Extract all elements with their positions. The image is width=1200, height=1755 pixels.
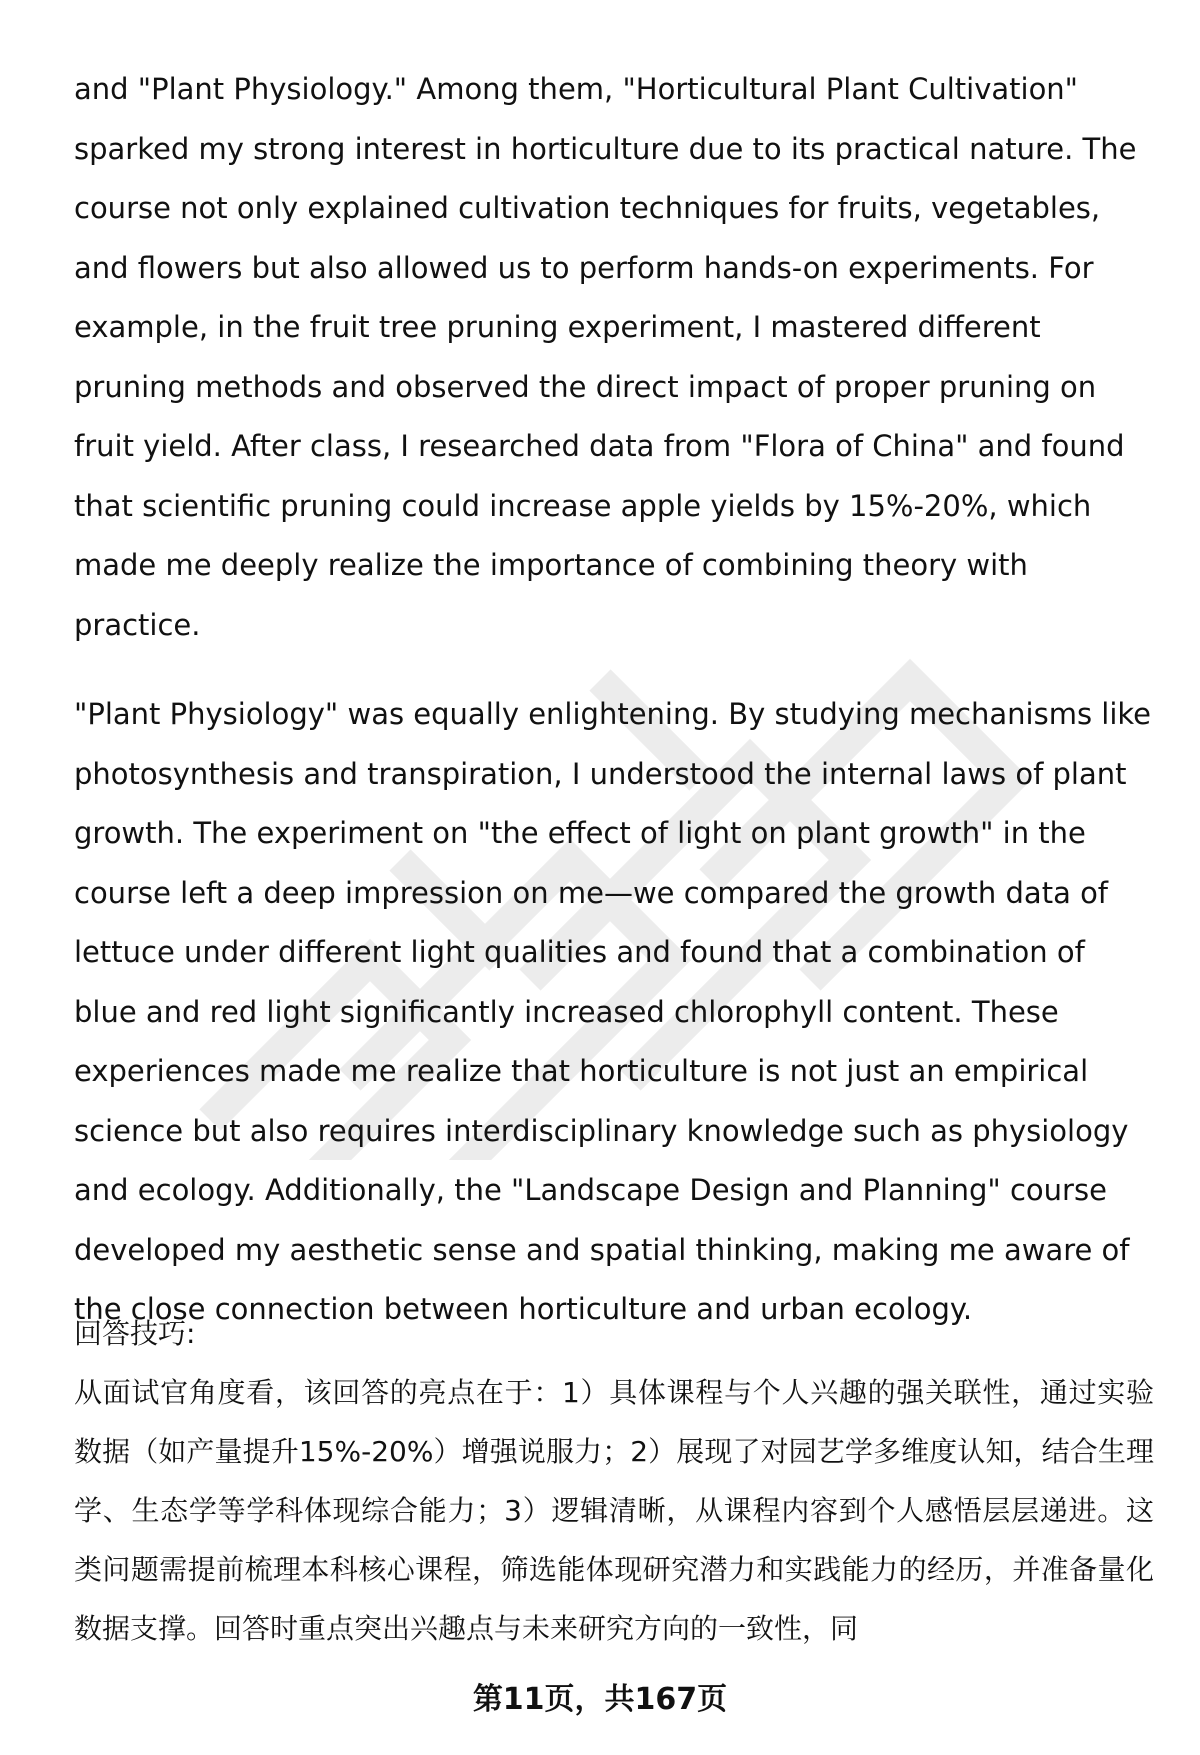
tips-body: 从面试官角度看，该回答的亮点在于：1）具体课程与个人兴趣的强关联性，通过实验数据（如产量提升15%-20%）增强说服力；2）展现了对园艺学多维度认知，结合生理学、生态学等学科体现综合能力；3）逻辑清晰，从课程内容到个人感悟层层递进。这类问题需提前梳理本科核心课程，筛选能体现研究潜力和实践能力的经历，并准备量化数据支撑。回答时重点突出兴趣点与未来研究方向的一致性，同 [74, 1376, 1154, 1645]
page-number: 第11页，共167页 [472, 1682, 728, 1717]
document-body [74, 60, 1154, 1340]
tips-heading: 回答技巧: [74, 1317, 196, 1350]
answer-tips-section [74, 1305, 1154, 1658]
paragraph-cultivation: and "Plant Physiology." Among them, "Horticultural Plant Cultivation" sparked my strong interest in horticulture due to its practical nature. The course not only explained cultivation techniques for fruits, vegetables, and flowers but also allowed us to perform hands-on experiments. For example, in the fruit tree pruning experiment, I mastered different pruning methods and observed the direct impact of proper pruning on fruit yield. After class, I researched data from "Flora of China" and found that scientific pruning could increase apple yields by 15%-20%, which made me deeply realize the importance of combining theory with practice. [74, 72, 1137, 642]
paragraph-physiology: "Plant Physiology" was equally enlightening. By studying mechanisms like photosynthesis and transpiration, I understood the internal laws of plant growth. The experiment on "the effect of light on plant growth" in the course left a deep impression on me—we compared the growth data of lettuce under different light qualities and found that a combination of blue and red light significantly increased chlorophyll content. These experiences made me realize that horticulture is not just an empirical science but also requires interdisciplinary knowledge such as physiology and ecology. Additionally, the "Landscape Design and Planning" course developed my aesthetic sense and spatial thinking, making me aware of the close connection between horticulture and urban ecology. [74, 697, 1151, 1326]
